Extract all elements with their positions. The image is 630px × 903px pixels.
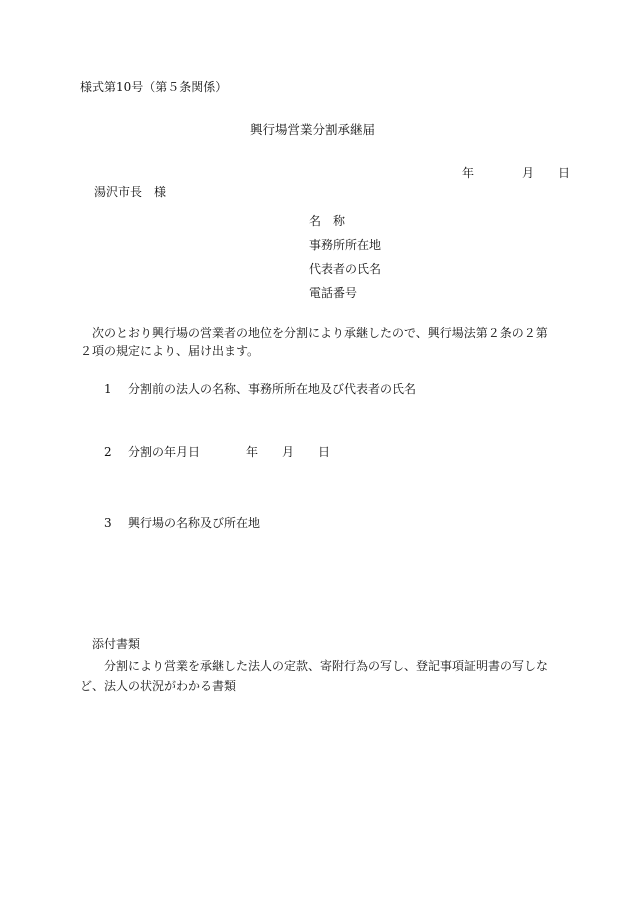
item-2-year-label: 年 xyxy=(246,445,259,459)
item-2 xyxy=(104,446,330,458)
attachments-text: 分割により営業を承継した法人の定款、寄附行為の写し、登記事項証明書の写しなど、法人の状況がわかる書類 xyxy=(80,659,549,693)
date-month-label: 月 xyxy=(522,166,535,180)
addressee-name: 湯沢市長 xyxy=(94,185,143,199)
item-3 xyxy=(104,517,260,529)
item-2-day-label: 日 xyxy=(318,445,331,459)
applicant-representative-label: 代表者の氏名 xyxy=(309,262,382,276)
item-1-label: 分割前の法人の名称、事務所所在地及び代表者の氏名 xyxy=(128,382,417,396)
addressee xyxy=(94,186,166,198)
submission-date xyxy=(462,167,570,179)
addressee-honorific: 様 xyxy=(154,185,167,199)
date-year-label: 年 xyxy=(462,166,475,180)
item-3-label: 興行場の名称及び所在地 xyxy=(128,516,261,530)
applicant-fields xyxy=(309,215,381,311)
item-3-number: 3 xyxy=(104,516,112,530)
item-2-number: 2 xyxy=(104,445,112,459)
item-2-label: 分割の年月日 xyxy=(128,445,201,459)
applicant-office-address-label: 事務所所在地 xyxy=(309,238,382,252)
form-number: 様式第10号（第５条関係） xyxy=(80,80,228,94)
applicant-name-label: 名 称 xyxy=(309,214,346,228)
attachments-heading: 添付書類 xyxy=(92,637,141,651)
item-2-month-label: 月 xyxy=(282,445,295,459)
date-day-label: 日 xyxy=(558,166,571,180)
document-title: 興行場営業分割承継届 xyxy=(250,122,376,137)
item-1 xyxy=(104,383,416,395)
item-1-number: 1 xyxy=(104,382,112,396)
notification-body: 次のとおり興行場の営業者の地位を分割により承継したので、興行場法第２条の２第２項の規定により、届け出ます。 xyxy=(80,326,548,358)
applicant-phone-label: 電話番号 xyxy=(309,286,358,300)
